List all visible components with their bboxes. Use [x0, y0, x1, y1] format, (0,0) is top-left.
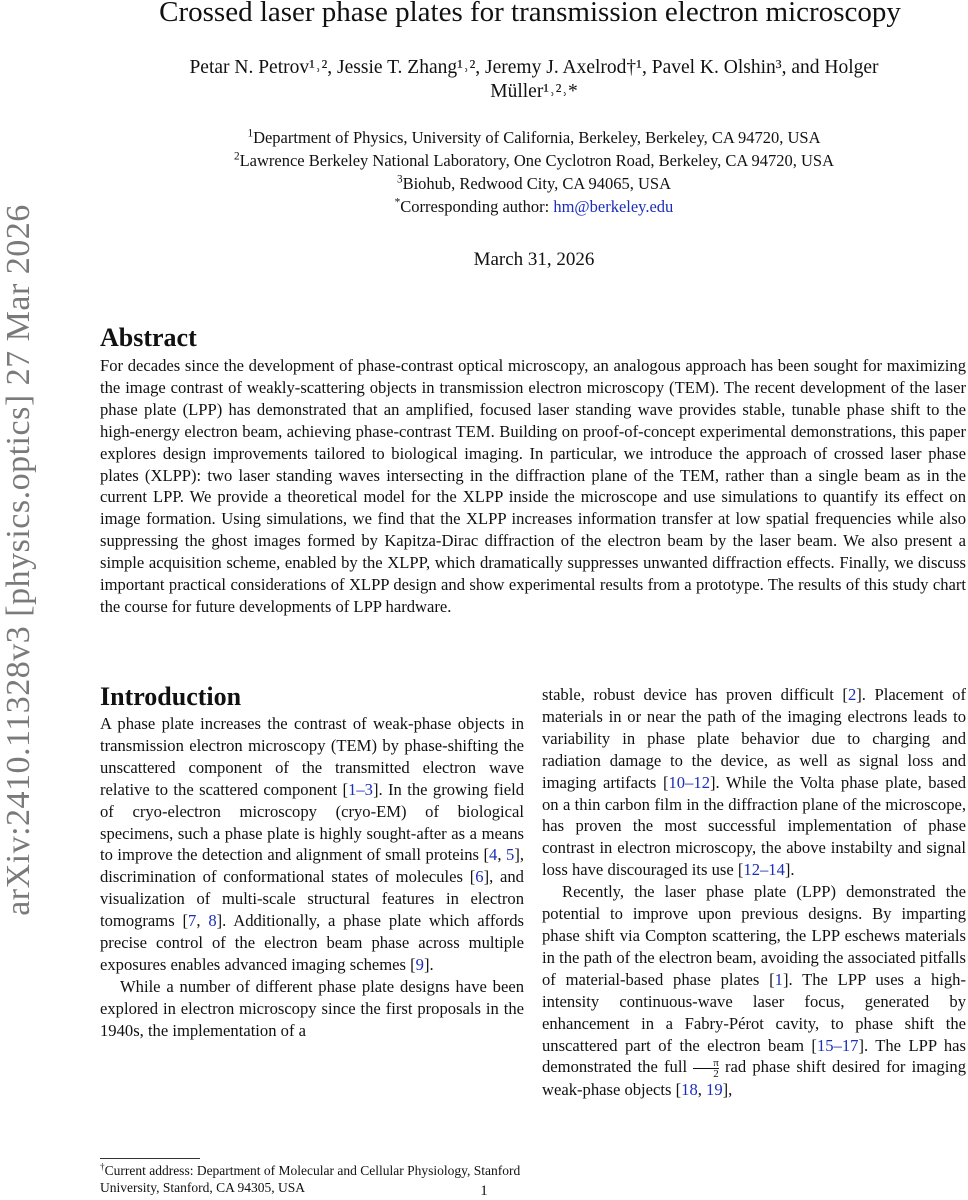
citation-link[interactable]: 9: [415, 954, 424, 974]
arxiv-identifier-stamp: [2, 150, 36, 970]
arxiv-stamp-text: arXiv:2410.11328v3 [physics.optics] 27 Mar 2026: [0, 204, 38, 916]
citation-link[interactable]: 5: [506, 845, 515, 865]
abstract-text: For decades since the development of phase-contrast optical microscopy, an analogous approach has been sought for maximizing the image contrast of weakly-scattering objects in transmission electron microscopy (TEM). The recent development of the laser phase plate (LPP) has demonstrated that an amplified, focused laser standing wave provides stable, tunable phase shift to the high-energy electron beam, achieving phase-contrast TEM. Building on proof-of-concept experimental demonstrations, this paper explores design improvements tailored to biological imaging. In particular, we introduce the approach of crossed laser phase plates (XLPP): two laser standing waves intersecting in the diffraction plane of the TEM, rather than a single beam as in the current LPP. We provide a theoretical model for the XLPP inside the microscope and use simulations to quantify its effect on image formation. Using simulations, we find that the XLPP increases information transfer at low spatial frequencies while also suppressing the ghost images formed by Kapitza-Dirac diffraction of the electron beam by the laser beam. We also present a simple acquisition scheme, enabled by the XLPP, which dramatically suppresses unwanted diffraction effects. Finally, we discuss important practical considerations of XLPP design and show experimental results from a prototype. The results of this study chart the course for future developments of LPP hardware.: [100, 356, 966, 616]
citation-link[interactable]: 12–14: [743, 860, 785, 880]
introduction-heading: Introduction: [100, 682, 242, 711]
citation-link[interactable]: 19: [706, 1080, 723, 1100]
author-line-1: Petar N. Petrov¹˒², Jessie T. Zhang¹˒², Jeremy J. Axelrod†¹, Pavel K. Olshin³, and Holger: [189, 57, 879, 78]
corresponding-mark: *: [394, 196, 401, 209]
citation-link[interactable]: 4: [489, 845, 498, 865]
affiliation-1-text: Department of Physics, University of California, Berkeley, Berkeley, CA 94720, USA: [253, 128, 821, 147]
affiliation-2-mark: 2: [233, 150, 240, 163]
intro-paragraph-1: A phase plate increases the contrast of weak-phase objects in transmission electron microscopy (TEM) by phase-shifting the unscattered component of the transmitted electron wave relative to the scattered component [1–3]. In the growing field of cryo-electron microscopy (cryo-EM) of biological specimens, such a phase plate is highly sought-after as a means to improve the detection and alignment of small proteins [4, 5], discrimination of conformational states of molecules [6], and visualization of multi-scale structural features in electron tomograms [7, 8]. Additionally, a phase plate which affords precise control of the electron beam phase across multiple exposures enables advanced imaging schemes [9].: [100, 714, 525, 974]
footnote-rule: [100, 1158, 200, 1159]
affiliation-2-text: Lawrence Berkeley National Laboratory, One Cyclotron Road, Berkeley, CA 94720, USA: [239, 151, 835, 170]
citation-link[interactable]: 6: [475, 867, 484, 887]
affiliation-1-mark: 1: [247, 127, 254, 140]
corresponding-label: Corresponding author:: [400, 197, 554, 216]
citation-link[interactable]: 10–12: [668, 772, 710, 792]
citation-link[interactable]: 7: [188, 911, 197, 931]
author-line-2: Müller¹˒²˒*: [490, 81, 578, 102]
footnote-mark: †: [100, 1161, 105, 1172]
affiliation-1: [100, 126, 968, 149]
affiliation-3: [100, 172, 968, 195]
page-number: 1: [480, 1183, 488, 1199]
citation-link[interactable]: 2: [847, 685, 857, 704]
citation-link[interactable]: 15–17: [816, 1035, 859, 1055]
intro-paragraph-2-start: While a number of different phase plate designs have been explored in electron microscopy since the first proposals in the 1940s, the implementation of a: [100, 976, 524, 1040]
publication-date: March 31, 2026: [473, 249, 595, 270]
citation-link[interactable]: 8: [208, 911, 217, 931]
author-list: [100, 56, 968, 104]
affiliations: [100, 126, 968, 218]
abstract-heading: Abstract: [100, 323, 197, 352]
citation-link[interactable]: 1: [774, 969, 783, 989]
affiliation-2: [100, 149, 968, 172]
intro-paragraph-3: Recently, the laser phase plate (LPP) demonstrated the potential to improve upon previous designs. By imparting phase shift via Compton scattering, the LPP eschews materials in the path of the electron beam, avoiding the associated pitfalls of material-based phase plates [1]. The LPP uses a high-intensity continuous-wave laser focus, generated by enhancement in a Fabry-Pérot cavity, to phase shift the unscattered part of the electron beam [15–17]. The LPP has demonstrated the full $\frac{\pi}{2}$ rad phase shift desired for imaging weak-phase objects [18, 19],: [542, 882, 967, 1100]
intro-paragraph-2-continued: stable, robust device has proven difficult [2]. Placement of materials in or near the path of the imaging electrons leads to variability in phase plate behavior due to charging and radiation damage to the device, as well as signal loss and imaging artifacts [10–12]. While the Volta phase plate, based on a thin carbon film in the diffraction plane of the microscope, has proven the most successful implementation of phase contrast in electron microscopy, the above instabilty and signal loss have discouraged its use [12–14].: [542, 685, 966, 880]
affiliation-3-mark: 3: [396, 173, 403, 186]
citation-link[interactable]: 18: [681, 1080, 698, 1100]
paper-title: Crossed laser phase plates for transmission electron microscopy: [159, 0, 901, 28]
corresponding-author: [100, 195, 968, 218]
introduction-left-column: [100, 713, 524, 1042]
introduction-right-column: [542, 684, 966, 1101]
affiliation-3-text: Biohub, Redwood City, CA 94065, USA: [402, 174, 672, 193]
corresponding-email-link[interactable]: hm@berkeley.edu: [553, 197, 674, 216]
footnote-text: Current address: Department of Molecular and Cellular Physiology, Stanford University, Stanford, CA 94305, USA: [100, 1163, 521, 1195]
fraction-pi-over-2: $\frac{\pi}{2}$: [693, 1058, 719, 1079]
citation-link[interactable]: 1–3: [348, 779, 373, 799]
